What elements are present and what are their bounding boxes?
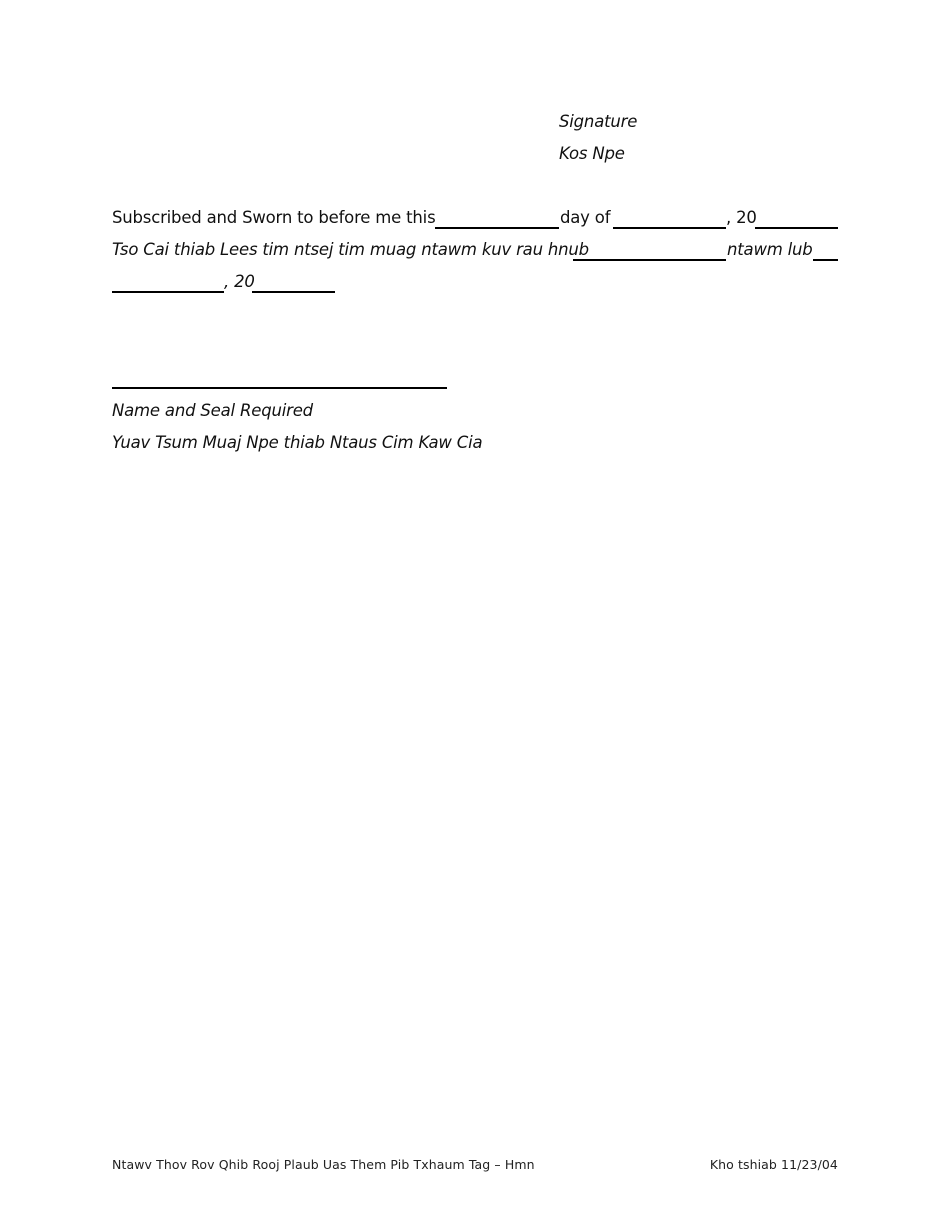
notary-label-hmong: Yuav Tsum Muaj Npe thiab Ntaus Cim Kaw Cia — [112, 433, 483, 452]
month-label-hmong: ntawm lub — [727, 240, 813, 259]
signature-label-hmong: Kos Npe — [559, 144, 625, 163]
footer-revision-date: Kho tshiab 11/23/04 — [709, 1157, 838, 1172]
day-of-label: day of — [560, 208, 611, 227]
footer-form-title: Ntawv Thov Rov Qhib Rooj Plaub Uas Them Pib Txhaum Tag – Hmn — [112, 1157, 535, 1172]
month-blank-field[interactable] — [613, 227, 726, 229]
year-blank-field-hmong[interactable] — [252, 291, 335, 293]
notary-label: Name and Seal Required — [112, 401, 313, 420]
notary-signature-line[interactable] — [112, 387, 447, 389]
month-blank-field-hmong-part1[interactable] — [813, 259, 838, 261]
month-blank-field-hmong-part2[interactable] — [112, 291, 224, 293]
year-prefix-label-hmong: , 20 — [224, 272, 255, 291]
day-blank-field-hmong[interactable] — [573, 259, 726, 261]
year-prefix-label: , 20 — [726, 208, 757, 227]
sworn-statement-prefix: Subscribed and Sworn to before me this — [112, 208, 436, 227]
signature-label: Signature — [559, 112, 638, 131]
year-blank-field[interactable] — [755, 227, 838, 229]
sworn-statement-prefix-hmong: Tso Cai thiab Lees tim ntsej tim muag ntawm kuv rau hnub — [112, 240, 589, 259]
day-blank-field[interactable] — [435, 227, 559, 229]
